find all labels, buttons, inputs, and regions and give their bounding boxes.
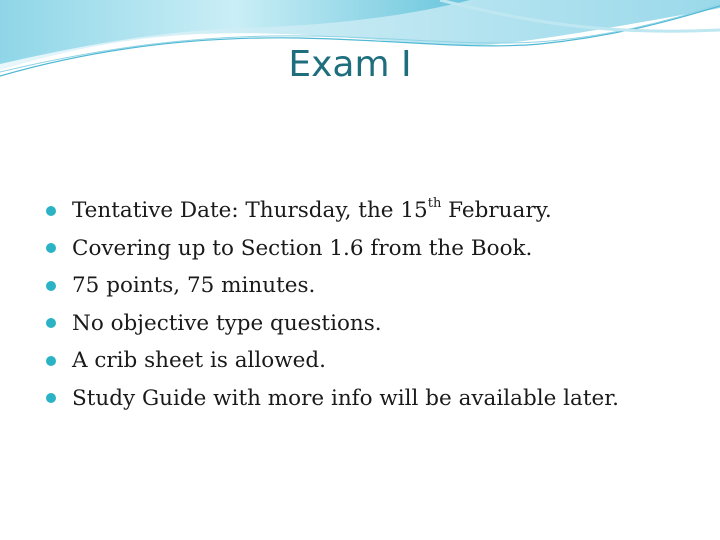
list-item-text: No objective type questions.: [72, 310, 382, 336]
list-item: [46, 342, 619, 380]
bullet-list: [46, 192, 619, 417]
bullet-icon: [46, 281, 56, 291]
list-item: [46, 230, 619, 268]
list-item-text: Study Guide with more info will be available later.: [72, 385, 619, 411]
bullet-icon: [46, 356, 56, 366]
list-item: [46, 267, 619, 305]
list-item: [46, 305, 619, 343]
bullet-icon: [46, 393, 56, 403]
bullet-icon: [46, 318, 56, 328]
superscript: th: [427, 196, 442, 212]
list-item-text: 75 points, 75 minutes.: [72, 273, 316, 299]
list-item-text: Tentative Date: Thursday, the 15th February.: [72, 196, 552, 224]
list-item-text: A crib sheet is allowed.: [72, 348, 326, 374]
list-item: [46, 192, 619, 230]
bullet-icon: [46, 206, 56, 216]
slide-title: Exam I: [288, 44, 412, 85]
list-item-text: Covering up to Section 1.6 from the Book.: [72, 235, 533, 261]
bullet-icon: [46, 243, 56, 253]
list-item: [46, 380, 619, 418]
